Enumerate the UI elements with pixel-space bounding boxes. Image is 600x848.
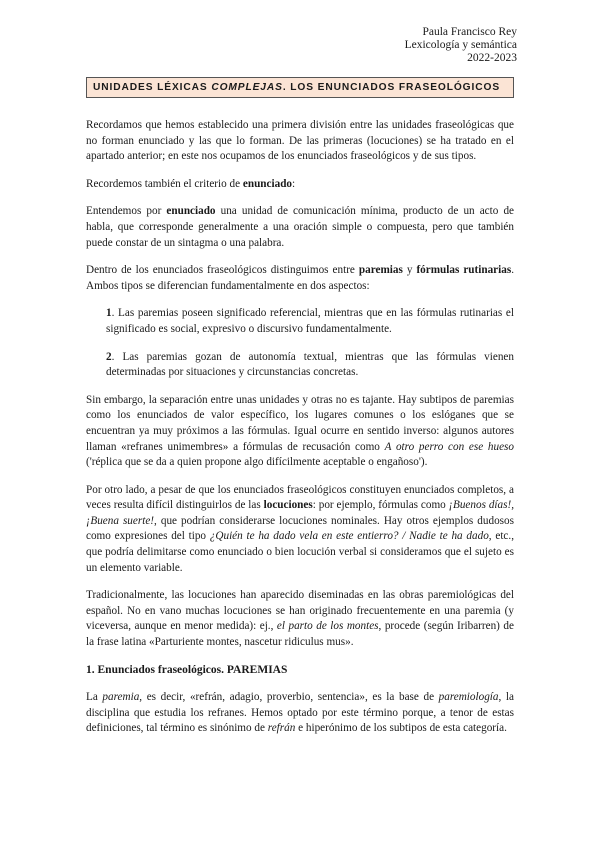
text-run: : [292,177,296,190]
text-run: , la disciplina que estudia los refranes. Hemos optado por este término porque, a tenor de estas definiciones, tal término es sinónimo de [86,691,514,735]
text-run: Dentro de los enunciados fraseológicos distinguimos entre [86,264,359,277]
text-run: Recordemos también el criterio de [86,177,243,190]
paragraph-tradition [86,588,514,650]
term-locuciones: locuciones [263,499,313,512]
paragraph-overlap [86,393,514,471]
text-run: y [402,264,417,277]
header-course: Lexicología y semántica [404,39,517,51]
term-paremias: paremias [358,264,403,277]
document-title [86,77,514,98]
text-run: , procede (según Iribarren) de la frase latina «Parturiente montes, nascetur ridiculus mus». [86,620,514,649]
text-run: Tradicionalmente, las locuciones han aparecido diseminadas en las obras paremiológicas del español. No en vano muchas locuciones se han originado frecuentemente en una paremia (y viceversa, aunque en menor medida): ej., [86,589,514,633]
term-italic: paremiología [438,691,499,704]
header-year: 2022-2023 [467,52,517,64]
list-item-1 [106,306,514,337]
term-formulas-rutinarias: fórmulas rutinarias [416,264,512,277]
example-italic: A otro perro con ese hueso [384,440,514,453]
term-enunciado: enunciado [242,177,293,190]
term-italic: paremia [102,691,140,704]
example-italic: ¿Quién te ha dado vela en este entierro? / Nadie te ha dado [209,530,489,543]
title-part-1: UNIDADES LÉXICAS [93,82,212,93]
list-text: . Las paremias poseen significado referencial, mientras que en las fórmulas rutinarias el significado es social, expresivo o discursivo fundamentalmente. [106,307,514,335]
list-text: . Las paremias gozan de autonomía textual, mientras que las fórmulas vienen determinadas por situaciones y circunstancias concretas. [106,350,514,379]
title-part-2: COMPLEJAS [211,82,283,93]
text-run: , etc., que podría delimitarse como enunciado o bien locución verbal si consideramos que el sujeto es un elemento variable. [86,530,514,574]
text-run: Sin embargo, la separación entre unas unidades y otras no es tajante. Hay subtipos de paremias como los enunciados de valor específico, los lugares comunes o los eslóganes que se encuentran ya muy próximos a las fórmulas. Igual ocurre en sentido inverso: algunos autores llaman «refranes unimembres» a fórmulas de recusación como [86,393,514,453]
text-run: , que podrían considerarse locuciones nominales. Hay otros ejemplos dudosos como expresiones del tipo [86,514,514,543]
list-number: 2 [106,350,112,363]
term-enunciado: enunciado [166,205,216,218]
text-run: una unidad de comunicación mínima, producto de un acto de habla, que corresponde generalmente a una oración simple o compuesta, pero que también puede constar de un sintagma o una palabra. [86,205,514,249]
paragraph-types [86,263,514,294]
paragraph-intro: Recordamos que hemos establecido una primera división entre las unidades fraseológicas que no forman enunciado y las que lo forman. De las primeras (locuciones) se ha tratado en el apartado anterior; en este nos ocupamos de los enunciados fraseológicos y de sus tipos. [86,119,514,163]
paragraph-paremia [86,690,514,737]
text-run: La [86,691,103,704]
term-italic: refrán [267,722,296,735]
text-run: : por ejemplo, fórmulas como [312,499,449,512]
section-heading: 1. Enunciados fraseológicos. PAREMIAS [86,663,288,676]
text-run: Por otro lado, a pesar de que los enunciados fraseológicos constituyen enunciados completos, a veces resulta difícil distinguirlos de las [86,483,514,512]
text-run: ('réplica que se da a quien propone algo difícilmente aceptable o engañoso'). [86,456,428,469]
text-run: . Ambos tipos se diferencian fundamentalmente en dos aspectos: [86,264,515,292]
title-part-3: . LOS ENUNCIADOS FRASEOLÓGICOS [282,82,501,93]
document-body [86,118,514,749]
paragraph-locuciones [86,483,514,577]
text-run: e hiperónimo de los subtipos de esta categoría. [295,722,507,735]
list-item-2 [106,350,514,381]
text-run: , es decir, «refrán, adagio, proverbio, sentencia», es la base de [139,691,439,704]
header-author: Paula Francisco Rey [422,26,517,38]
example-italic: ¡Buenos días!, ¡Buena suerte! [86,499,514,527]
paragraph-definition [86,204,514,251]
list-number: 1 [106,307,112,320]
page-header [405,26,517,65]
paragraph-criterion [86,177,514,193]
example-italic: el parto de los montes [276,620,379,633]
text-run: Entendemos por [86,205,167,218]
